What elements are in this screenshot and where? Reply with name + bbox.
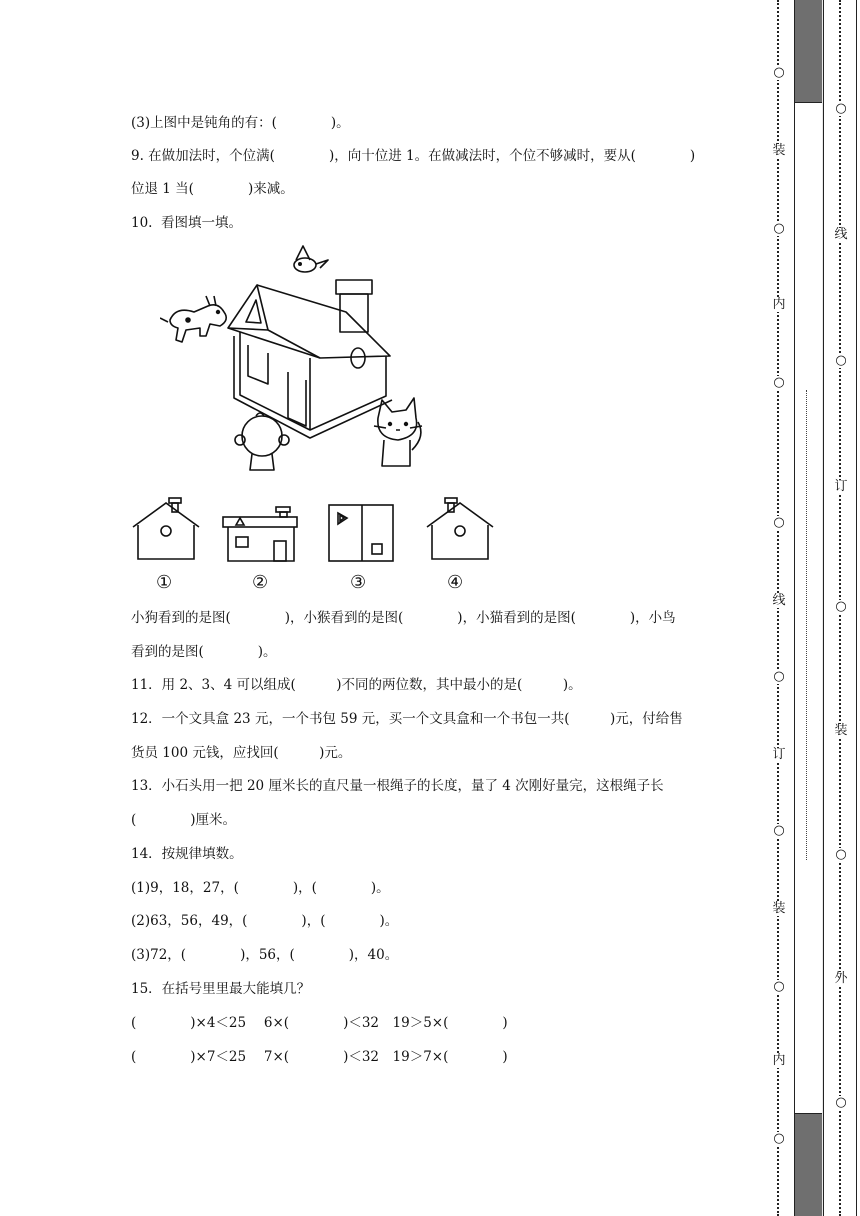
binding-label-inner-3: 线	[772, 593, 786, 608]
question-14-part-3: (3)72，( )，56，( )，40。	[131, 947, 399, 963]
binding-circle: ○	[771, 670, 787, 684]
option-label-2: ②	[252, 572, 269, 593]
binding-circle: ○	[833, 354, 849, 368]
house-scene-diagram	[160, 240, 430, 472]
binding-circle: ○	[833, 1096, 849, 1110]
bird-icon	[294, 246, 328, 272]
binding-edge-line	[856, 0, 857, 1216]
binding-dark-block-bottom	[795, 1112, 822, 1216]
view-option-3	[326, 502, 396, 564]
binding-circle: ○	[771, 516, 787, 530]
binding-label-inner-6: 内	[772, 1053, 786, 1068]
question-15-title: 15．在括号里里最大能填几？	[131, 981, 311, 997]
question-10-line-1: 小狗看到的是图( )，小猴看到的是图( )，小猫看到的是图( )，小鸟	[131, 610, 676, 626]
binding-label-outer-2: 订	[834, 479, 848, 494]
question-12-line-1: 12．一个文具盒 23 元，一个书包 59 元，买一个文具盒和一个书包一共( )元，付给售	[131, 711, 683, 727]
dog-icon	[160, 296, 226, 342]
question-14-part-1: (1)9，18，27，( )，( )。	[131, 880, 390, 896]
question-8-part-3: (3)上图中是钝角的有：( )。	[131, 115, 350, 131]
question-15-line-2: ( )×7＜25 7×( )＜32 19＞7×( )	[131, 1049, 508, 1065]
question-9-line-2: 位退 1 当( )来减。	[131, 181, 294, 197]
question-15-line-1: ( )×4＜25 6×( )＜32 19＞5×( )	[131, 1015, 508, 1031]
binding-label-outer-4: 外	[834, 971, 848, 986]
binding-label-inner-5: 装	[772, 901, 786, 916]
inner-dotted-line	[777, 0, 781, 1216]
binding-circle: ○	[771, 376, 787, 390]
binding-circle: ○	[833, 848, 849, 862]
binding-label-inner-4: 订	[772, 747, 786, 762]
binding-circle: ○	[771, 824, 787, 838]
option-label-4: ④	[447, 572, 464, 593]
binding-label-outer-1: 线	[834, 227, 848, 242]
option-label-1: ①	[156, 572, 173, 593]
question-13-line-1: 13．小石头用一把 20 厘米长的直尺量一根绳子的长度，量了 4 次刚好量完，这根绳子长	[131, 778, 664, 794]
binding-circle: ○	[833, 102, 849, 116]
binding-circle: ○	[771, 1132, 787, 1146]
question-11: 11．用 2、3、4 可以组成( )不同的两位数，其中最小的是( )。	[131, 677, 582, 693]
view-option-2	[220, 505, 302, 565]
cat-icon	[374, 398, 422, 466]
binding-dark-block-top	[795, 0, 822, 102]
binding-label-outer-3: 装	[834, 723, 848, 738]
question-9-line-1: 9. 在做加法时，个位满( )，向十位进 1。在做减法时，个位不够减时，要从( )	[131, 148, 696, 164]
binding-label-inner-1: 装	[772, 143, 786, 158]
binding-circle: ○	[771, 980, 787, 994]
monkey-icon	[235, 413, 289, 470]
binding-label-inner-2: 内	[772, 297, 786, 312]
question-10-line-2: 看到的是图( )。	[131, 644, 277, 660]
question-10-title: 10. 看图填一填。	[131, 215, 243, 231]
middle-dotted-line	[806, 390, 809, 860]
binding-margin	[760, 0, 860, 1216]
question-13-line-2: ( )厘米。	[131, 812, 237, 828]
binding-circle: ○	[771, 222, 787, 236]
binding-circle: ○	[771, 66, 787, 80]
option-label-3: ③	[350, 572, 367, 593]
view-option-1	[130, 495, 202, 565]
binding-circle: ○	[833, 600, 849, 614]
question-14-part-2: (2)63，56，49，( )，( )。	[131, 913, 399, 929]
view-option-4	[424, 495, 496, 565]
question-12-line-2: 货员 100 元钱，应找回( )元。	[131, 745, 352, 761]
question-14-title: 14．按规律填数。	[131, 846, 243, 862]
